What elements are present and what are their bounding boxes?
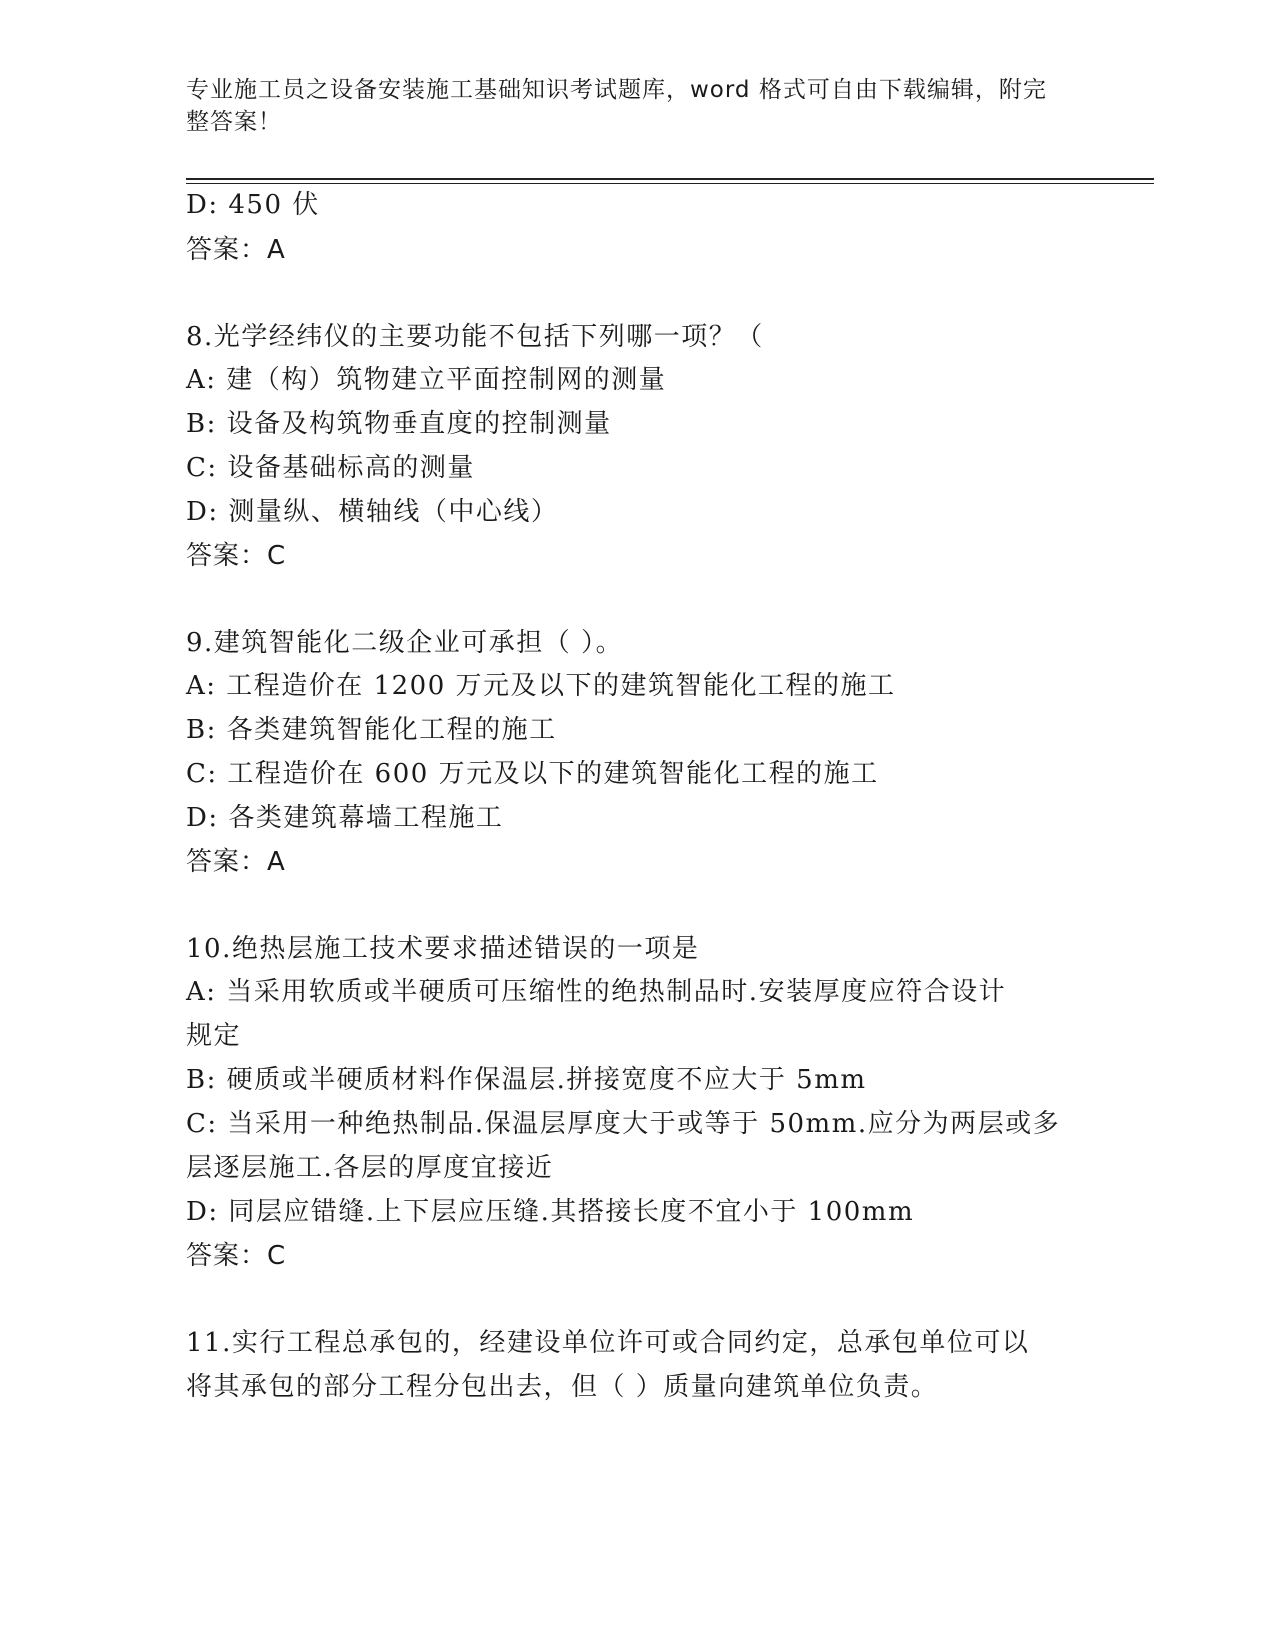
q11-stem-line-1: 11.实行工程总承包的，经建设单位许可或合同约定，总承包单位可以 [186,1328,1030,1358]
header-divider-thin [186,183,1154,184]
q8-answer: 答案：C [186,541,287,571]
q11-stem-line-2: 将其承包的部分工程分包出去，但（ ）质量向建筑单位负责。 [186,1372,939,1402]
q9-option-b: B: 各类建筑智能化工程的施工 [186,715,557,745]
q10-option-c-line-2: 层逐层施工.各层的厚度宜接近 [186,1153,554,1183]
q10-answer: 答案：C [186,1241,287,1271]
q8-option-a: A: 建（构）筑物建立平面控制网的测量 [186,365,667,395]
q9-stem: 9.建筑智能化二级企业可承担（ ）。 [186,628,624,658]
header-line-2: 整答案！ [186,109,282,135]
header-line-1: 专业施工员之设备安装施工基础知识考试题库，word 格式可自由下载编辑，附完 [186,77,1047,103]
prev-option-d: D: 450 伏 [186,190,320,220]
document-header [186,74,1066,138]
q10-option-a-line-2: 规定 [186,1021,242,1051]
q9-answer: 答案：A [186,847,286,877]
q9-option-a: A: 工程造价在 1200 万元及以下的建筑智能化工程的施工 [186,671,896,701]
q9-option-c: C: 工程造价在 600 万元及以下的建筑智能化工程的施工 [186,759,879,789]
q9-option-d: D: 各类建筑幕墙工程施工 [186,803,504,833]
q10-option-b: B: 硬质或半硬质材料作保温层.拼接宽度不应大于 5mm [186,1065,867,1095]
q10-option-c-line-1: C: 当采用一种绝热制品.保温层厚度大于或等于 50mm.应分为两层或多 [186,1109,1061,1139]
q10-option-d: D: 同层应错缝.上下层应压缝.其搭接长度不宜小于 100mm [186,1197,915,1227]
q10-option-a-line-1: A: 当采用软质或半硬质可压缩性的绝热制品时.安装厚度应符合设计 [186,977,1007,1007]
q8-option-d: D: 测量纵、横轴线（中心线） [186,497,559,527]
q8-option-c: C: 设备基础标高的测量 [186,453,475,483]
q10-stem: 10.绝热层施工技术要求描述错误的一项是 [186,934,700,964]
prev-answer: 答案：A [186,235,286,265]
q8-option-b: B: 设备及构筑物垂直度的控制测量 [186,409,612,439]
q8-stem: 8.光学经纬仪的主要功能不包括下列哪一项？（ [186,322,764,352]
header-divider-thick [186,178,1154,180]
